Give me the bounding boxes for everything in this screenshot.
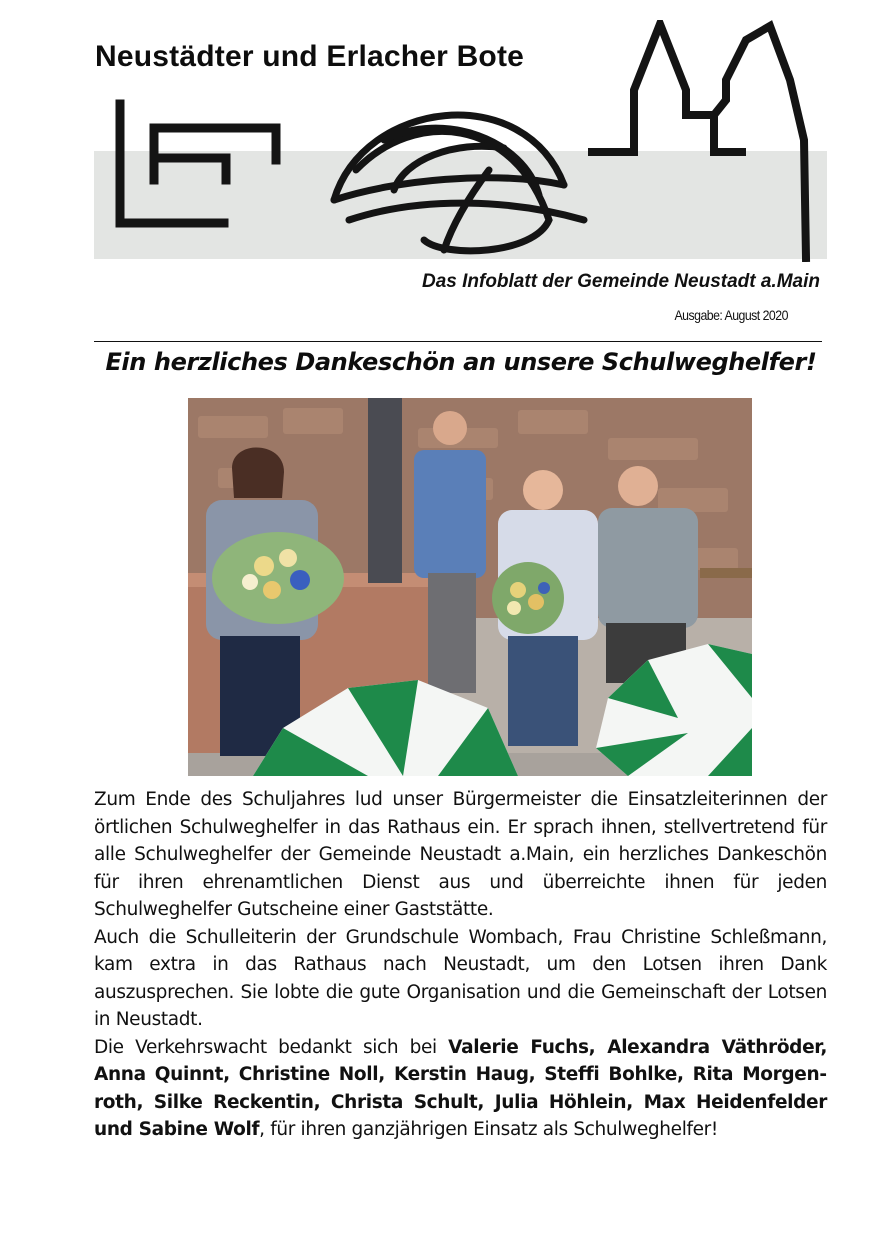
article-paragraph-2: Auch die Schulleiterin der Grundschule Wombach, Frau Christine Schleßmann, kam extra in das Rathaus nach Neustadt, um den Lotsen ihren Dank auszusprechen. Sie lobte die gute Organisation und die Gemeinschaft der Lotsen in Neustadt. <box>94 926 827 1030</box>
thanks-outro: , für ihren ganzjährigen Einsatz als Schulweghelfer! <box>259 1119 718 1140</box>
thanks-intro: Die Verkehrswacht bedankt sich bei <box>94 1036 449 1058</box>
article-paragraph-3 <box>94 1034 827 1144</box>
newspaper-title: Neustädter und Erlacher Bote <box>95 40 525 73</box>
helper-names: Valerie Fuchs, Alexandra Väthröder, Anna Quinnt, Christine Noll, Kerstin Haug, Steffi Bohlke, Rita Morgenroth, Silke Reckentin, Christa Schult, Julia Höhlein, Max Heidenfelder und Sabine Wolf <box>94 1036 828 1140</box>
article-paragraph-1: Zum Ende des Schuljahres lud unser Bürgermeister die Einsatzleiterinnen der örtlichen Schulweghelfer in das Rathaus ein. Er sprach ihnen, stellvertretend für alle Schulweghelfer der Gemeinde Neustadt a.Main, ein herzliches Dankeschön für ihren ehrenamtlichen Dienst aus und überreichte ihnen für jeden Schulweghelfer Gutscheine einer Gaststätte. <box>94 789 827 920</box>
issue-date: Ausgabe: August 2020 <box>674 307 788 323</box>
header-divider <box>94 341 822 342</box>
article-headline: Ein herzliches Dankeschön an unsere Schulweghelfer! <box>105 348 817 376</box>
article-body <box>94 786 827 1144</box>
newspaper-subtitle: Das Infoblatt der Gemeinde Neustadt a.Main <box>421 271 820 292</box>
article-photo <box>188 398 752 776</box>
